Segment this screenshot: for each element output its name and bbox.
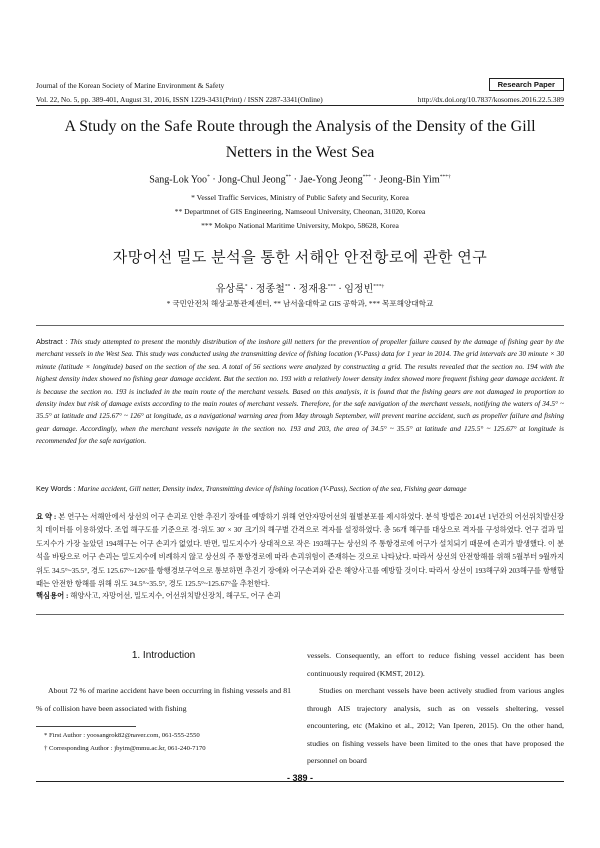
affiliation-1: * Vessel Traffic Services, Ministry of Public Safety and Security, Korea [191,193,409,202]
korean-abstract-label: 요 약 : [36,512,59,521]
korean-author-sep: · [290,284,299,295]
author-3-mark: *** [362,174,371,180]
abstract-label: Abstract : [36,337,70,346]
keywords-text: Marine accident, Gill netter, Density index, Transmitting device of fishing location (V-Pass), Section of the sea, Fishing gear damage [77,484,467,493]
korean-affiliations: * 국민안전처 해상교통관제센터, ** 남서울대학교 GIS 공학과, *** 목포해양대학교 [166,299,434,308]
author-1-mark: * [207,174,210,180]
abstract-rule-bottom [36,614,564,615]
title-line-1: A Study on the Safe Route through the Analysis of the Density of the Gill [64,118,536,135]
intro-paragraph-1-cont: vessels. Consequently, an effort to reduce fishing vessel accident has been continuously required (KMST, 2012). [307,651,564,678]
title-line-2: Netters in the West Sea [225,144,375,161]
author-2-mark: ** [285,174,292,180]
intro-paragraph-1: About 72 % of marine accident have been occurring in fishing vessels and 81 % of collision have been associated with fishing [36,686,291,713]
korean-keywords [36,591,281,601]
affiliation-3: *** Mokpo National Maritime University, Mokpo, 58628, Korea [201,221,399,230]
korean-author-sep: · [335,284,345,295]
abstract [36,336,564,448]
korean-author-3-mark: *** [327,283,336,290]
footnote-corresponding: † Corresponding Author : jbyim@mmu.ac.kr, 061-240-7170 [44,745,206,752]
intro-column-2 [307,647,564,770]
paper-title [30,114,570,166]
korean-author-list [0,280,600,295]
korean-author-4-mark: ***† [373,283,385,290]
author-2: Jong-Chul Jeong [218,174,286,186]
korean-abstract [36,510,564,590]
korean-keywords-text: 해양사고, 자망어선, 밀도지수, 어선위치발신장치, 해구도, 어구 손괴 [70,591,281,600]
author-sep: · [370,174,380,186]
journal-name: Journal of the Korean Society of Marine Environment & Safety [36,81,225,90]
footer-rule [36,781,564,782]
doi-link[interactable]: http://dx.doi.org/10.7837/kosomes.2016.22.5.389 [417,95,564,104]
abstract-rule-top [36,325,564,326]
korean-author-1: 유상록 [215,284,245,295]
korean-author-3: 정재용 [298,284,328,295]
korean-keywords-label: 핵심용어 : [36,591,71,600]
author-sep: · [291,174,300,186]
korean-author-2-mark: ** [284,283,291,290]
footnote-first-author: * First Author : yoosangrok82@naver.com, 061-555-2550 [44,732,200,739]
page-number: - 389 - [286,773,313,783]
keywords [36,484,564,493]
author-list [0,174,600,185]
section-heading: 1. Introduction [131,650,196,661]
header-rule [36,105,564,106]
abstract-text: This study attempted to present the monthly distribution of the inshore gill netters for the prevention of propeller failure caused by the damage of fishing gear by the merchant vessels in the West Sea. This study was conducted using the transmitting device of fishing location (V-Pass) data for 1 year in 2014. The grid intervals are 30 minute × 30 minute (latitude × longitude) based on the section of the sea. A total of 56 sections were analyzed by constructing a grid. The results revealed that the section no. 194 with the highest density index showed no fishing gear damage accident. But the section no. 193 with a relatively lower density index showed more frequent fishing gear damage accident. It is because the section no. 193 is included in the main route of the merchant vessels. Based on this analysis, it is found that the fishing gears are not damaged in proportion to density index but risk of damage exists according to the main routes of merchant vessels. Therefore, for the safe navigation of the merchant vessels, notifying the waters of 34.5° ~ 35.5° at latitude and 125.67° ~ 126° at longitude, as a navigational warning area from May through September, will prevent marine accident, such as propeller failure and fishing gear damage. Accordingly, when the merchant vessels navigate in the section no. 193 and 203, the area of 34.5° ~ 35.5° at latitude and 125.5° ~ 125.67° at longitude is recommended for the safe navigation. [36,337,564,446]
intro-column-1 [36,682,291,717]
affiliation-2: ** Departmnet of GIS Engineering, Namseoul University, Cheonan, 31020, Korea [174,207,426,216]
korean-abstract-text: 본 연구는 서해안에서 상선의 어구 손괴로 인한 추진기 장애를 예방하기 위해 연안자망어선의 월별분포를 제시하였다. 분석 방법은 2014년 1년간의 어선위치발신장치 데이터를 이용하였다. 조업 해구도를 기준으로 경·위도 30′ × 30′ 크기의 해구별 간격으로 격자를 설정하였다. 총 56개 해구를 대상으로 격자를 구성하였다. 연구 결과 밀도지수가 가장 높았던 194해구는 어구 손괴가 없었다. 반면, 밀도지수가 상대적으로 작은 193해구는 상선의 주 통항경로에 어구가 설치되기 때문에 손괴가 발생했다. 이 분석을 바탕으로 어구 손괴는 밀도지수에 비례하지 않고 상선의 주 통항경로에 따라 손괴위험이 존재하는 것으로 나타났다. 따라서 상선의 안전항해를 위해 5월부터 9월까지 위도 34.5°~35.5°, 경도 125.67°~126°를 항행경보구역으로 통보하면 추진기 장애와 어구손괴와 같은 해양사고를 예방할 것이다. 따라서 상선이 193해구와 203해구를 항행할 때는 안전한 항해를 위해 위도 34.5°~35.5°, 경도 125.5°~125.67°을 추천한다. [36,512,564,589]
research-paper-badge: Research Paper [489,78,564,91]
author-3: Jae-Yong Jeong [299,174,363,186]
footnote-rule [36,726,136,727]
author-sep: · [209,174,219,186]
volume-info: Vol. 22, No. 5, pp. 389-401, August 31, 2016, ISSN 1229-3431(Print) / ISSN 2287-3341(Online) [36,95,323,104]
keywords-label: Key Words : [36,484,78,493]
korean-author-2: 정종철 [255,284,285,295]
korean-author-1-mark: * [244,283,248,290]
intro-paragraph-2: Studies on merchant vessels have been actively studied from various angles through AIS trajectory analysis, such as on vessels sheltering, vessel encountering, etc (Makino et al., 2012; Van Iperen, 2015). On the other hand, studies on fishing vessels have been limited to the ones that have proposed the personnel on board [307,686,564,765]
korean-author-4: 임정빈 [344,284,374,295]
korean-title: 자망어선 밀도 분석을 통한 서해안 안전항로에 관한 연구 [112,250,488,266]
korean-author-sep: · [247,284,256,295]
author-1: Sang-Lok Yoo [149,174,208,186]
author-4-mark: ***† [439,174,451,180]
author-4: Jeong-Bin Yim [379,174,440,186]
